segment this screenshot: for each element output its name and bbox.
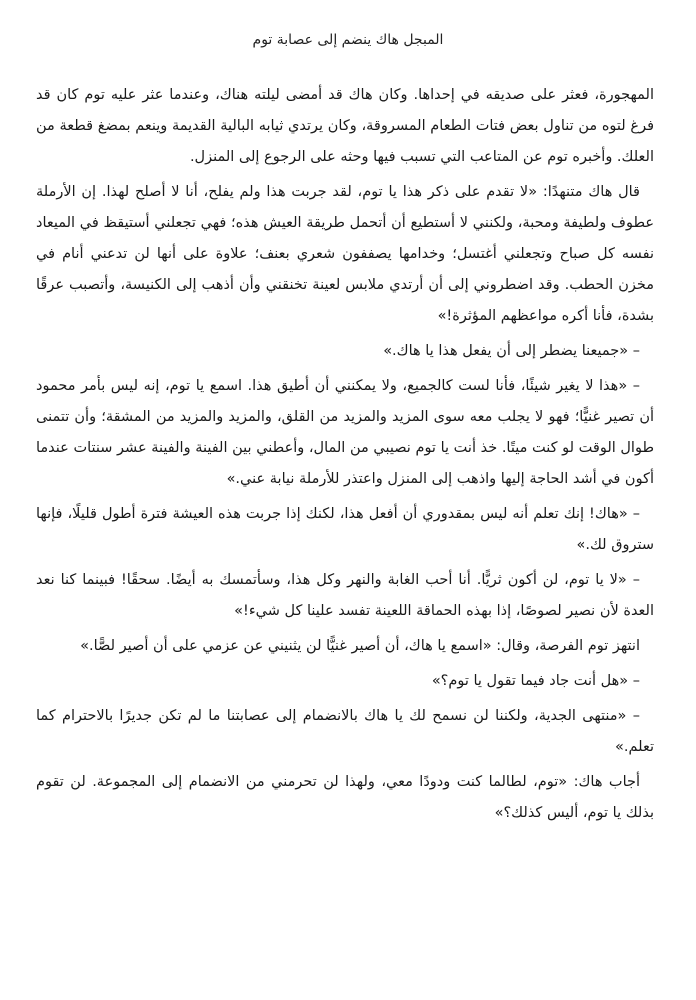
paragraph: – «لا يا توم، لن أكون ثريًّا. أنا أحب الغابة والنهر وكل هذا، وسأتمسك به أيضًا. سحقًا! فبينما كنا نعد العدة لأن نصير لصوصًا، إذا بهذه الحماقة اللعينة تفسد علينا كل شيء!» [36,572,654,619]
paragraph: – «هاك! إنك تعلم أنه ليس بمقدوري أن أفعل هذا، لكنك إذا جربت هذه العيشة فترة أطول قليلًا، فإنها ستروق لك.» [36,506,654,553]
paragraph: انتهز توم الفرصة، وقال: «اسمع يا هاك، أن أصير غنيًّا لن يثنيني عن عزمي على أن أصير لصًّا.» [80,638,640,654]
paragraph: أجاب هاك: «توم، لطالما كنت ودودًا معي، ولهذا لن تحرمني من الانضمام إلى المجموعة. لن تقوم بذلك يا توم، أليس كذلك؟» [36,774,654,821]
paragraph: – «جميعنا يضطر إلى أن يفعل هذا يا هاك.» [383,343,640,359]
running-header: المبجل هاك ينضم إلى عصابة توم [252,32,444,48]
paragraph: المهجورة، فعثر على صديقه في إحداها. وكان هاك قد أمضى ليلته هناك، وعندما عثر عليه توم كان قد فرغ لتوه من تناول بعض فتات الطعام المسروقة، وكان يرتدي ثيابه البالية القديمة وينعم بمضغ قطعة من العلك. وأخبره توم عن المتاعب التي تسبب فيها وحثه على الرجوع إلى المنزل. [36,87,654,165]
paragraph: – «منتهى الجدية، ولكننا لن نسمح لك يا هاك بالانضمام إلى عصابتنا ما لم تكن جديرًا بالاحترام كما تعلم.» [36,708,654,755]
body-text [36,80,654,833]
paragraph: – «هل أنت جاد فيما تقول يا توم؟» [431,673,640,689]
paragraph: – «هذا لا يغير شيئًا، فأنا لست كالجميع، ولا يمكنني أن أطيق هذا. اسمع يا توم، إنه ليس بأمر محمود أن تصير غنيًّا؛ فهو لا يجلب معه سوى المزيد والمزيد من القلق، والمزيد والمزيد من المشقة؛ وأن تتمنى طوال الوقت لو كنت ميتًا. خذ أنت يا توم نصيبي من المال، وأعطني بين الفينة والفينة عشر سنتات عندما أكون في أشد الحاجة إليها واذهب إلى المنزل واعتذر للأرملة نيابة عني.» [36,378,654,487]
paragraph: قال هاك متنهدًا: «لا تقدم على ذكر هذا يا توم، لقد جربت هذا ولم يفلح، أنا لا أصلح لهذا. إن الأرملة عطوف ولطيفة ومحبة، ولكنني لا أستطيع أن أتحمل طريقة العيش هذه؛ فهي تجعلني أستيقظ في الميعاد نفسه كل صباح وتجعلني أغتسل؛ وخدامها يصففون شعري بعنف؛ علاوة على أنها لن تدعني أنام في مخزن الحطب. وقد اضطروني إلى أن أرتدي ملابس لعينة تخنقني وأن أذهب إلى الكنيسة، وأتصبب عرقًا بشدة، فأنا أكره مواعظهم المؤثرة!» [36,184,654,324]
